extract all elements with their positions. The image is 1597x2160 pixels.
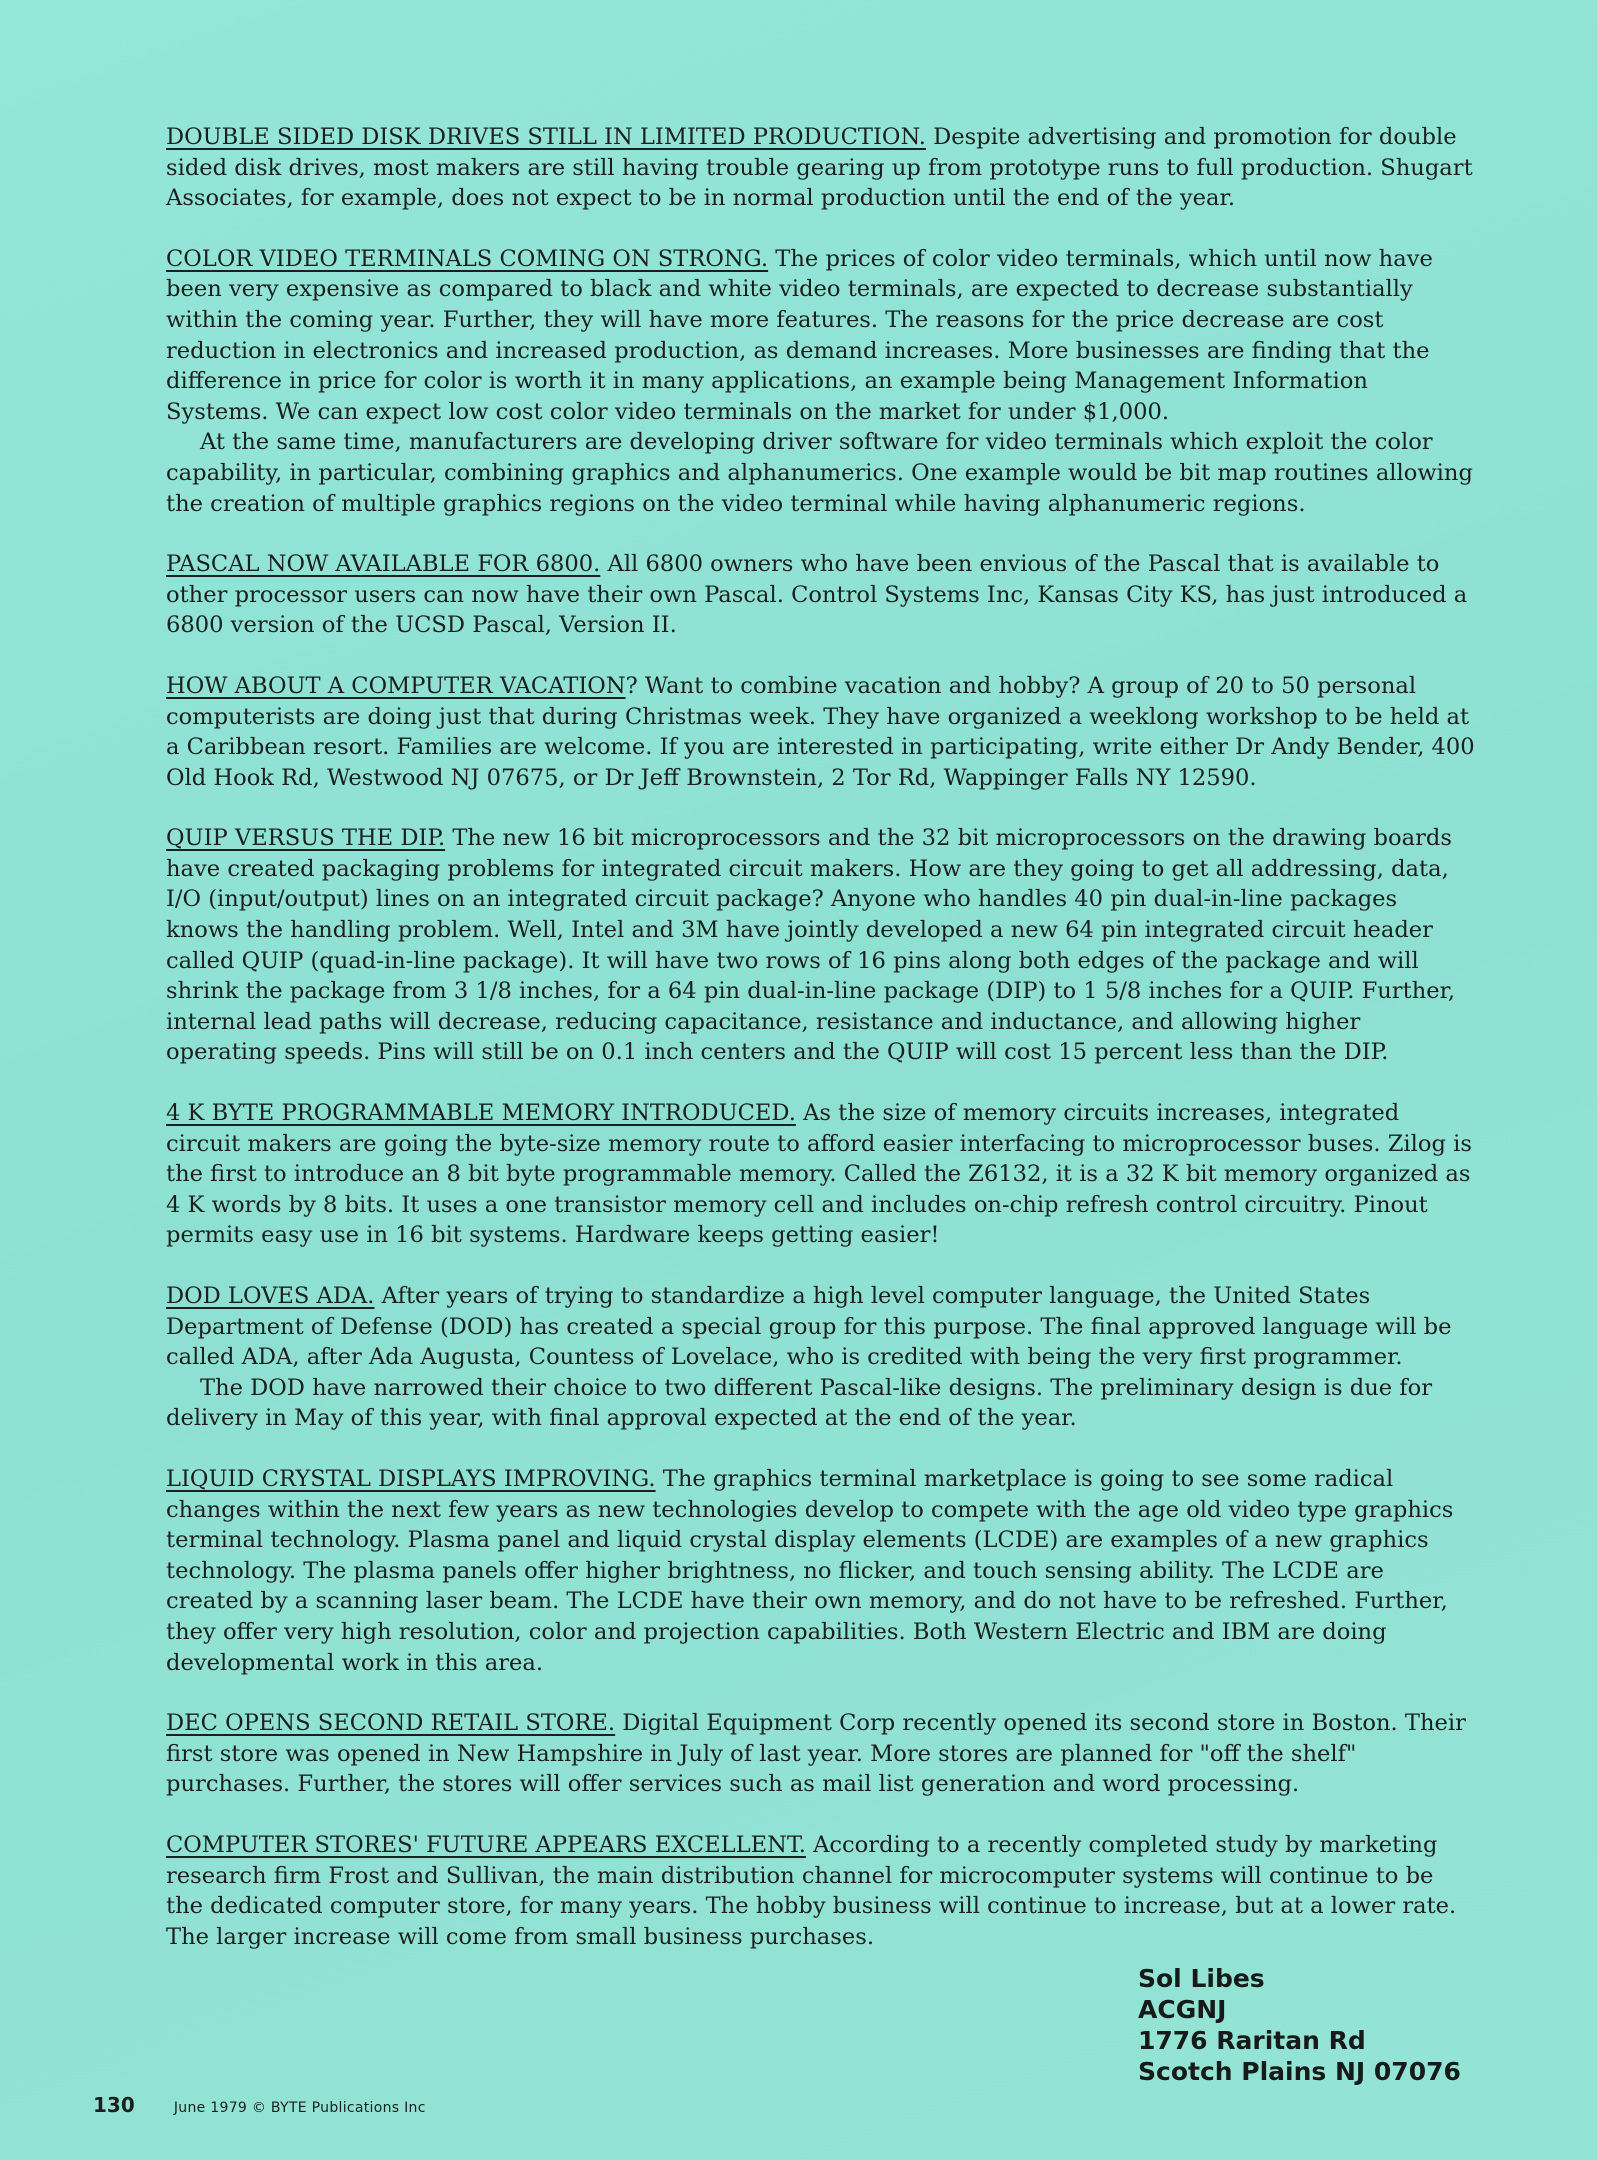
news-item-4k-memory <box>166 1098 1476 1251</box>
item-body: All 6800 owners who have been envious of the Pascal that is available to other processor users can now have their own Pascal. Control Systems Inc, Kansas City KS, has just introduced a 6800 version of the UCSD Pascal, Version II. <box>166 551 1468 639</box>
news-item-lcd <box>166 1464 1476 1678</box>
paragraph <box>166 1464 1476 1678</box>
item-heading: HOW ABOUT A COMPUTER VACATION <box>166 672 626 699</box>
news-item-dec-store <box>166 1708 1476 1800</box>
heading-suffix: ? <box>625 672 638 699</box>
author-city: Scotch Plains NJ 07076 <box>1138 2057 1461 2086</box>
paragraph <box>166 1098 1476 1251</box>
news-item-dod-ada <box>166 1281 1476 1434</box>
news-item-computer-vacation <box>166 671 1476 793</box>
news-item-double-sided-disk <box>166 122 1476 214</box>
news-item-pascal-6800 <box>166 549 1476 641</box>
news-item-computer-stores <box>166 1830 1476 1952</box>
item-body: Want to combine vacation and hobby? A group of 20 to 50 personal computerists are doing just that during Christmas week. They have organized a weeklong workshop to be held at a Caribbean resort. Families are welcome. If you are interested in participating, write either Dr Andy Bender, 400 Old Hook Rd, Westwood NJ 07675, or Dr Jeff Brownstein, 2 Tor Rd, Wappinger Falls NY 12590. <box>166 672 1475 791</box>
item-body: Despite advertising and promotion for double sided disk drives, most makers are still having trouble gearing up from prototype runs to full production. Shugart Associates, for example, does not expect to be in normal production until the end of the year. <box>166 124 1473 212</box>
item-heading: DOD LOVES ADA. <box>166 1283 375 1309</box>
item-heading: DEC OPENS SECOND RETAIL STORE. <box>166 1710 616 1737</box>
paragraph: At the same time, manufacturers are developing driver software for video terminals which exploit the color capability, in particular, combining graphics and alphanumerics. One example would be bit map routines allowing the creation of multiple graphics regions on the video terminal while having alphanumeric regions. <box>166 429 1473 517</box>
author-signature <box>1138 1963 1461 2087</box>
item-body: As the size of memory circuits increases, integrated circuit makers are going the byte-size memory route to afford easier interfacing to microprocessor buses. Zilog is the first to introduce an 8 bit byte programmable memory. Called the Z6132, it is a 32 K bit memory organized as 4 K words by 8 bits. It uses a one transistor memory cell and includes on-chip refresh control circuitry. Pinout permits easy use in 16 bit systems. Hardware keeps getting easier! <box>166 1100 1472 1249</box>
item-heading: COLOR VIDEO TERMINALS COMING ON STRONG. <box>166 245 769 272</box>
item-body: Digital Equipment Corp recently opened its second store in Boston. Their first store was opened in New Hampshire in July of last year. More stores are planned for "off the shelf" purchases. Further, the stores will offer services such as mail list generation and word processing. <box>166 1710 1466 1798</box>
item-heading: COMPUTER STORES' FUTURE APPEARS EXCELLENT. <box>166 1831 806 1858</box>
item-heading: QUIP VERSUS THE DIP. <box>166 825 446 852</box>
paragraph <box>166 244 1476 428</box>
paragraph <box>166 671 1476 793</box>
paragraph <box>166 122 1476 214</box>
item-body: The new 16 bit microprocessors and the 32 bit microprocessors on the drawing boards have created packaging problems for integrated circuit makers. How are they going to get all addressing, data, I/O (input/output) lines on an integrated circuit package? Anyone who handles 40 pin dual-in-line packages knows the handling problem. Well, Intel and 3M have jointly developed a new 64 pin integrated circuit header called QUIP (quad-in-line package). It will have two rows of 16 pins along both edges of the package and will shrink the package from 3 1/8 inches, for a 64 pin dual-in-line package (DIP) to 1 5/8 inches for a QUIP. Further, internal lead paths will decrease, reducing capacitance, resistance and inductance, and allowing higher operating speeds. Pins will still be on 0.1 inch centers and the QUIP will cost 15 percent less than the DIP. <box>166 825 1456 1066</box>
item-body: The prices of color video terminals, which until now have been very expensive as compared to black and white video terminals, are expected to decrease substantially within the coming year. Further, they will have more features. The reasons for the price decrease are cost reduction in electronics and increased production, as demand increases. More businesses are finding that the difference in price for color is worth it in many applications, an example being Management Information Systems. We can expect low cost color video terminals on the market for under $1,000. <box>166 245 1433 425</box>
news-item-color-video <box>166 244 1476 519</box>
paragraph <box>166 1708 1476 1800</box>
page-footer <box>93 2093 426 2117</box>
item-body: According to a recently completed study by marketing research firm Frost and Sullivan, the main distribution channel for microcomputer systems will continue to be the dedicated computer store, for many years. The hobby business will continue to increase, but at a lower rate. The larger increase will come from small business purchases. <box>166 1831 1457 1950</box>
item-heading: 4 K BYTE PROGRAMMABLE MEMORY INTRODUCED. <box>166 1100 796 1127</box>
news-column <box>166 122 1476 1982</box>
page-number: 130 <box>93 2093 135 2117</box>
author-name: Sol Libes <box>1138 1964 1265 1993</box>
item-heading: DOUBLE SIDED DISK DRIVES STILL IN LIMITED PRODUCTION. <box>166 124 926 150</box>
paragraph <box>166 823 1476 1068</box>
publication-credit: June 1979 © BYTE Publications Inc <box>173 2100 426 2116</box>
item-heading: PASCAL NOW AVAILABLE FOR 6800. <box>166 551 601 578</box>
paragraph <box>166 549 1476 641</box>
item-body: After years of trying to standardize a high level computer language, the United States Department of Defense (DOD) has created a special group for this purpose. The final approved language will be called ADA, after Ada Augusta, Countess of Lovelace, who is credited with being the very first programmer. <box>166 1283 1452 1371</box>
news-item-quip-vs-dip <box>166 823 1476 1068</box>
author-street: 1776 Raritan Rd <box>1138 2026 1366 2055</box>
paragraph <box>166 1281 1476 1373</box>
paragraph <box>166 1830 1476 1952</box>
item-heading: LIQUID CRYSTAL DISPLAYS IMPROVING. <box>166 1465 656 1492</box>
item-body: The graphics terminal marketplace is going to see some radical changes within the next few years as new technologies develop to compete with the age old video type graphics terminal technology. Plasma panel and liquid crystal display elements (LCDE) are examples of a new graphics technology. The plasma panels offer higher brightness, no flicker, and touch sensing ability. The LCDE are created by a scanning laser beam. The LCDE have their own memory, and do not have to be refreshed. Further, they offer very high resolution, color and projection capabilities. Both Western Electric and IBM are doing developmental work in this area. <box>166 1465 1454 1676</box>
author-org: ACGNJ <box>1138 1995 1227 2024</box>
paragraph: The DOD have narrowed their choice to two different Pascal-like designs. The preliminary design is due for delivery in May of this year, with final approval expected at the end of the year. <box>166 1374 1433 1432</box>
